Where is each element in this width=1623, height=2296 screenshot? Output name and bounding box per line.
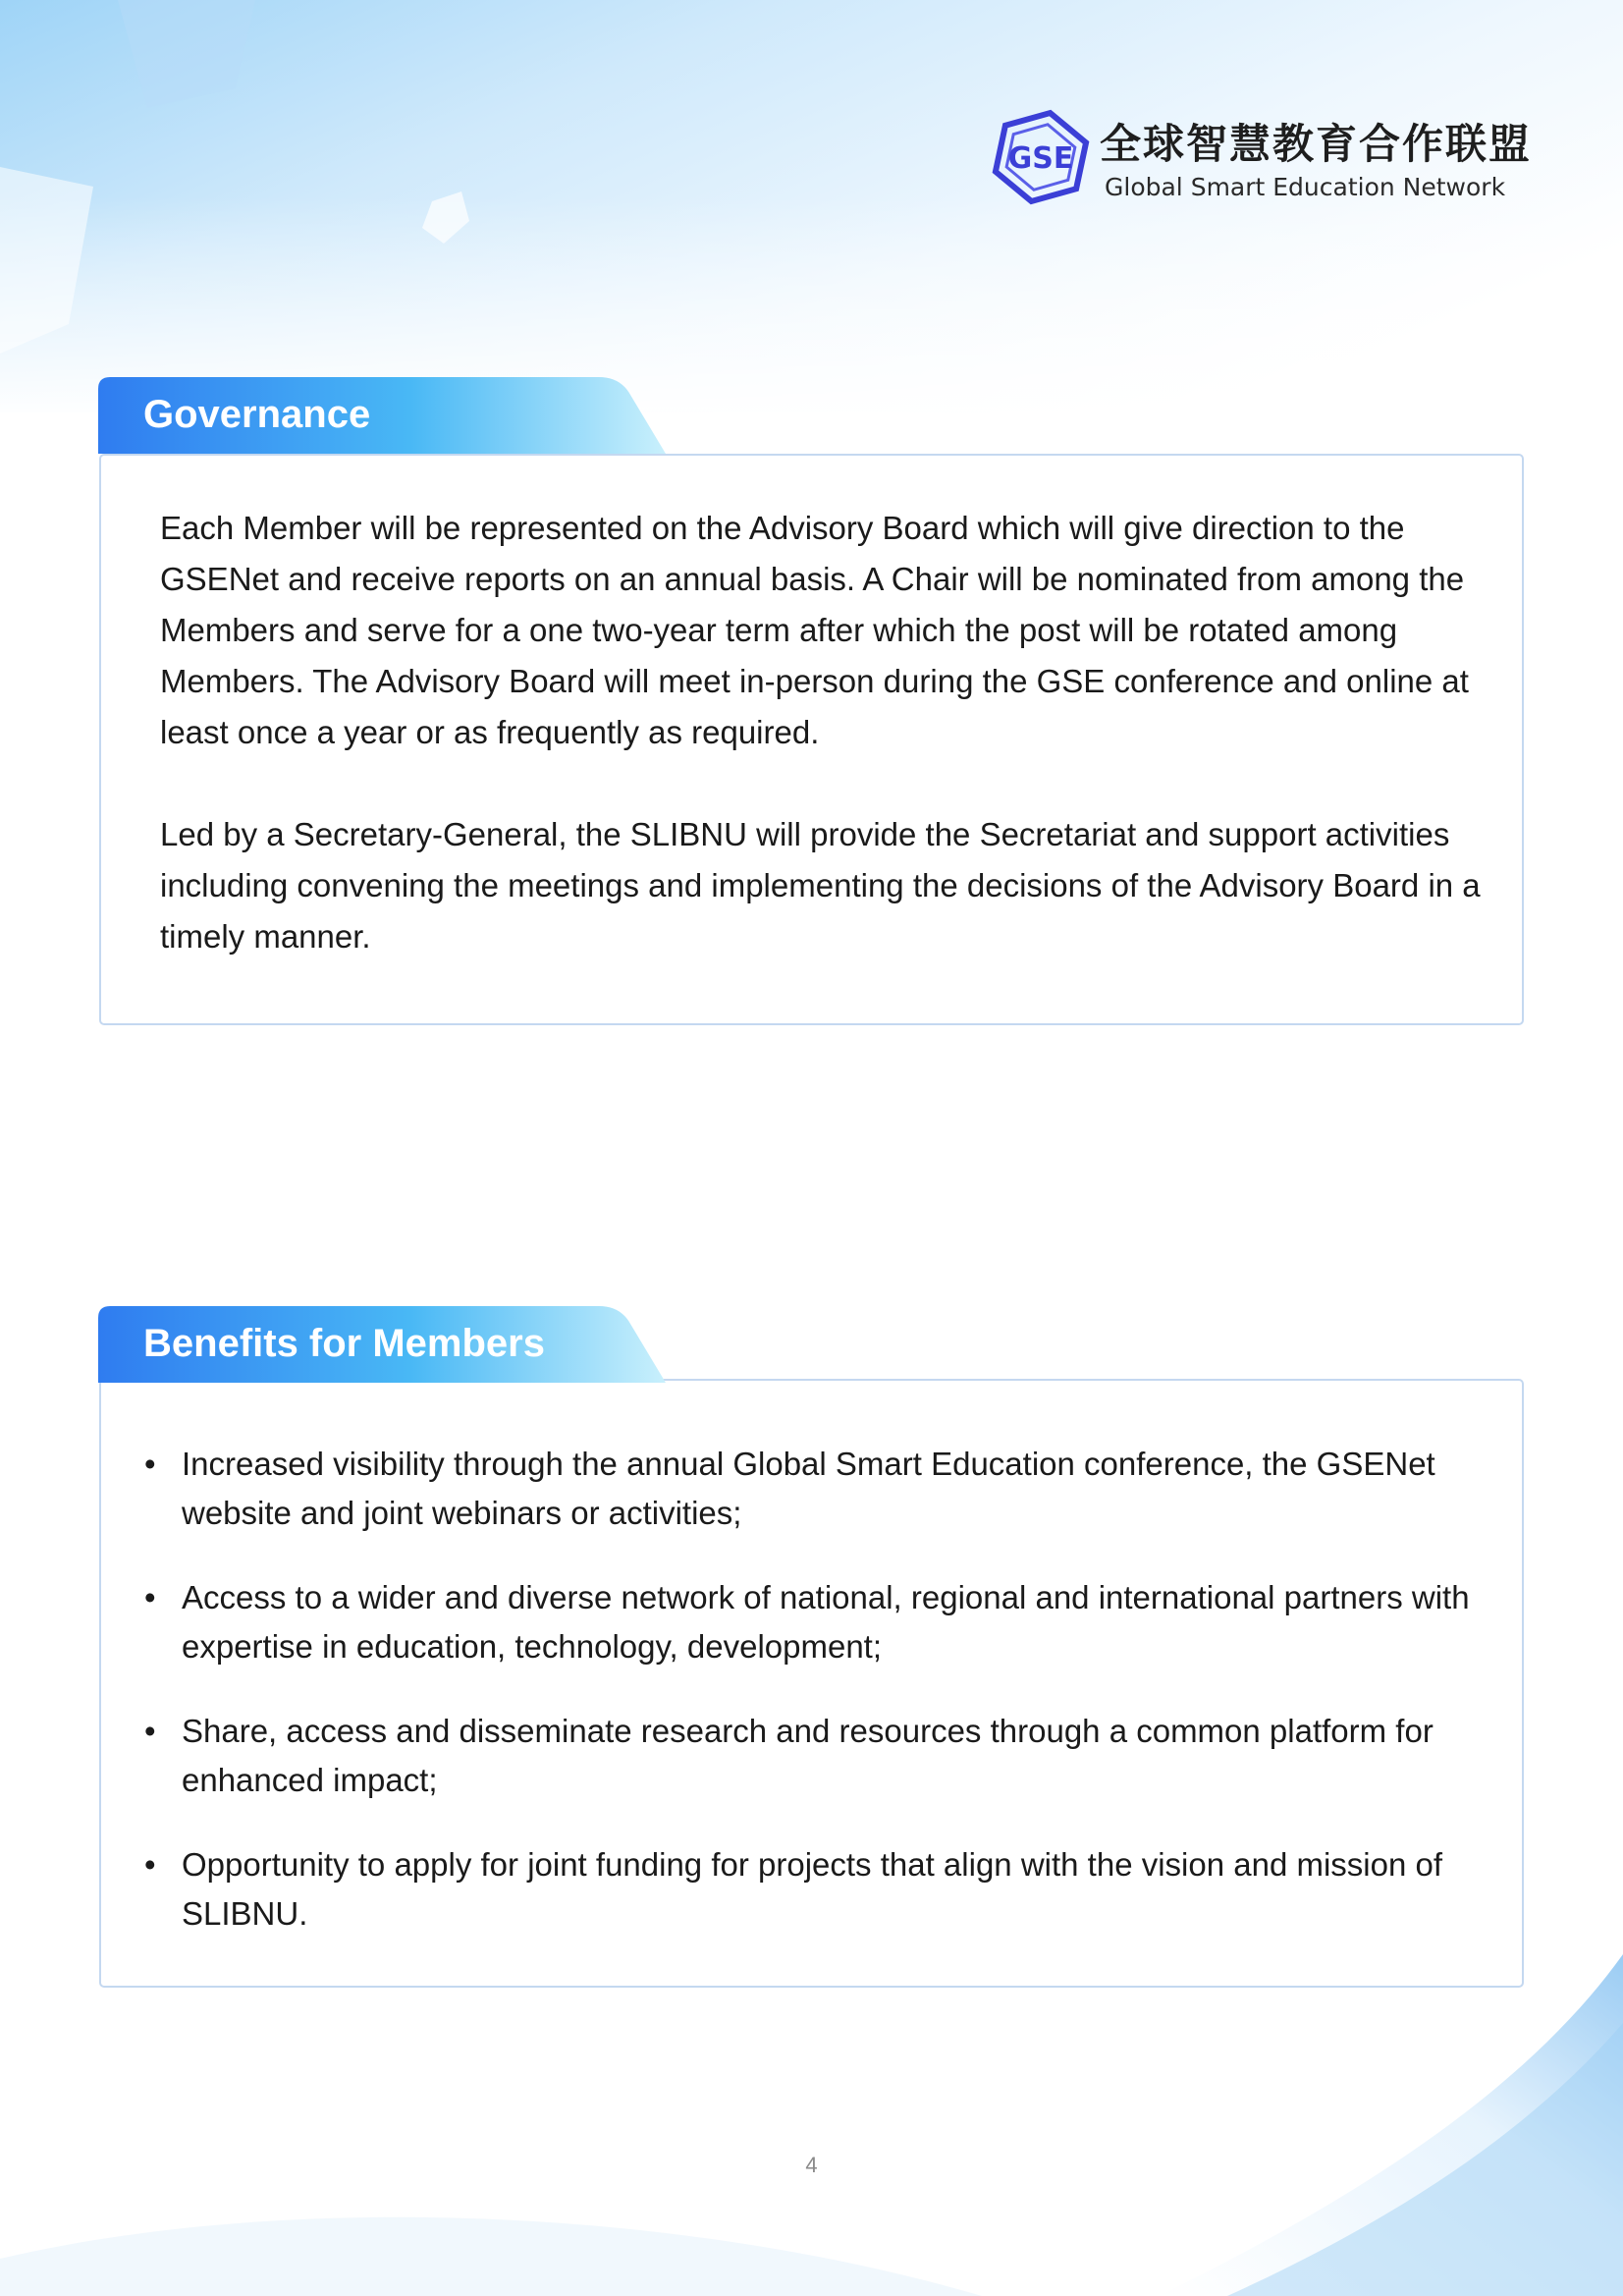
benefits-tab [98,1306,668,1385]
governance-tab [98,377,668,456]
governance-paragraph-1: Each Member will be represented on the Advisory Board which will give direction to the GSENet and receive reports on an annual basis. A Chair will be nominated from among the Members and serve for a one two-year term after which the post will be rotated among Members. The Advisory Board will meet in-person during the GSE conference and online at least once a year or as frequently as required. [160,510,1469,750]
bullet-icon: • [144,1713,156,1749]
gsenet-logo-mark-icon [990,108,1092,206]
governance-paragraph-2: Led by a Secretary-General, the SLIBNU will provide the Secretariat and support activities including convening the meetings and implementing the decisions of the Advisory Board in a timely manner. [160,816,1481,955]
logo-chinese-name: 全球智慧教育合作联盟 [1100,120,1533,168]
bullet-icon: • [144,1446,156,1482]
bullet-icon: • [144,1846,156,1883]
benefit-text: Access to a wider and diverse network of national, regional and international partners with expertise in education, technology, development; [182,1579,1470,1665]
bullet-icon: • [144,1579,156,1615]
governance-content-box [99,454,1524,1025]
benefits-content-box [99,1379,1524,1988]
benefits-title: Benefits for Members [143,1322,545,1365]
benefit-text: Opportunity to apply for joint funding for projects that align with the vision and mission of SLIBNU. [182,1846,1443,1932]
page-number: 4 [805,2153,818,2177]
benefit-text: Share, access and disseminate research and resources through a common platform for enhanced impact; [182,1713,1434,1798]
logo-mark-letters: GSE [1007,141,1074,176]
governance-title: Governance [143,393,371,436]
logo-english-name: Global Smart Education Network [1105,173,1506,201]
gsenet-logo [990,104,1533,206]
benefit-text: Increased visibility through the annual Global Smart Education conference, the GSENet website and joint webinars or activities; [182,1446,1435,1531]
